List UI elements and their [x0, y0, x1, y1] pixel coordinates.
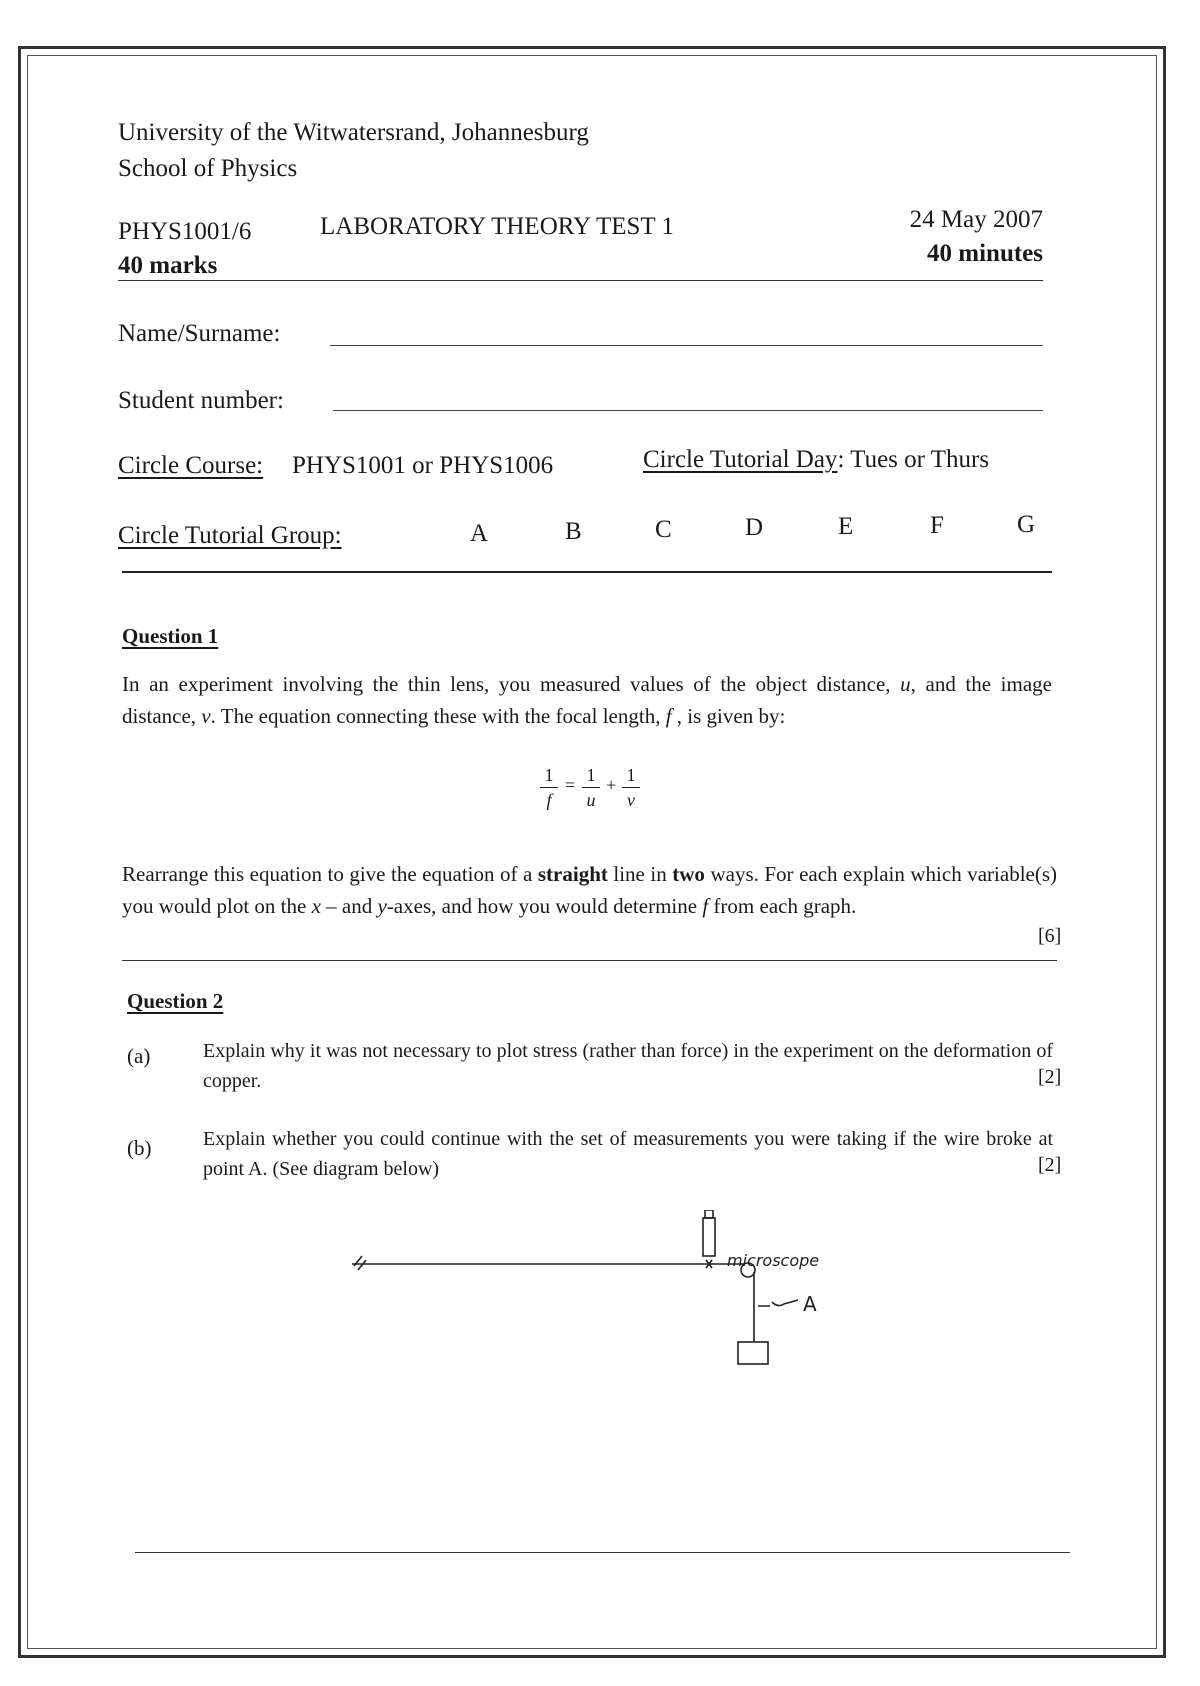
student-number-field[interactable] [333, 410, 1043, 411]
group-option-e[interactable]: E [838, 513, 854, 540]
equation-equals: = [565, 775, 576, 795]
group-option-b[interactable]: B [565, 518, 582, 545]
question-1-instructions: Rearrange this equation to give the equation of a straight line in two ways. For each explain which variable(s) you would plot on the x – and y-axes, and how you would determine f from each graph. [122, 862, 1058, 918]
group-option-a[interactable]: A [470, 520, 489, 547]
question-2a-text: Explain why it was not necessary to plot stress (rather than force) in the experiment on the deformation of copper. [203, 1040, 1053, 1092]
equation-plus: + [606, 775, 617, 795]
group-option-f[interactable]: F [930, 512, 944, 539]
student-number-label: Student number: [118, 387, 284, 414]
question-2a-marks: [2] [1038, 1066, 1062, 1088]
point-a-label: A [803, 1292, 817, 1316]
group-option-g[interactable]: G [1017, 511, 1036, 538]
tutorial-day [643, 446, 989, 474]
question-2a-label: (a) [127, 1044, 151, 1068]
group-option-c[interactable]: C [655, 516, 672, 543]
group-option-d[interactable]: D [745, 514, 764, 541]
course-label: Circle Course: [118, 452, 264, 479]
question-1-rule [122, 960, 1057, 961]
question-2b-label: (b) [127, 1136, 152, 1160]
microscope-eyepiece [705, 1210, 713, 1218]
test-duration: 40 minutes [927, 240, 1043, 267]
course-options[interactable]: PHYS1001 or PHYS1006 [292, 452, 554, 479]
test-date: 24 May 2007 [909, 206, 1043, 233]
question-2b-text: Explain whether you could continue with the set of measurements you were taking if the wire broke at point A. (See diagram below) [203, 1128, 1053, 1180]
bottom-rule [135, 1552, 1070, 1553]
total-marks: 40 marks [118, 252, 218, 279]
question-1-intro: In an experiment involving the thin lens, you measured values of the object distance, u, and the image distance, v. The equation connecting these with the focal length, f , is given by: [122, 672, 1052, 728]
tutorial-group-label: Circle Tutorial Group: [118, 522, 342, 549]
equation-term-v: $\frac{1}{v}$ [622, 765, 640, 810]
school-name: School of Physics [118, 155, 298, 182]
header-rule [118, 280, 1043, 281]
fields-rule [122, 571, 1052, 573]
hanging-mass [738, 1342, 768, 1364]
name-field[interactable] [330, 345, 1043, 346]
microscope-body [703, 1218, 715, 1256]
point-a-pointer [758, 1300, 798, 1306]
microscope-label: microscope [727, 1251, 820, 1270]
university-name: University of the Witwatersrand, Johannesburg [118, 119, 589, 146]
question-2-heading: Question 2 [127, 989, 224, 1013]
equation-lhs: $\frac{1}{f}$ [540, 765, 558, 810]
page-border-inner [27, 55, 1157, 1649]
question-2b-marks: [2] [1038, 1154, 1062, 1176]
tutorial-day-label: Circle Tutorial Day [643, 446, 838, 473]
question-1-marks: [6] [1038, 925, 1062, 947]
test-title: LABORATORY THEORY TEST 1 [320, 213, 674, 240]
fixed-end-mark [354, 1256, 366, 1270]
name-label: Name/Surname: [118, 320, 281, 347]
equation-term-u: $\frac{1}{u}$ [582, 765, 600, 810]
tutorial-day-options[interactable]: : Tues or Thurs [837, 446, 990, 473]
course-code: PHYS1001/6 [118, 218, 252, 245]
question-1-heading: Question 1 [122, 624, 219, 648]
